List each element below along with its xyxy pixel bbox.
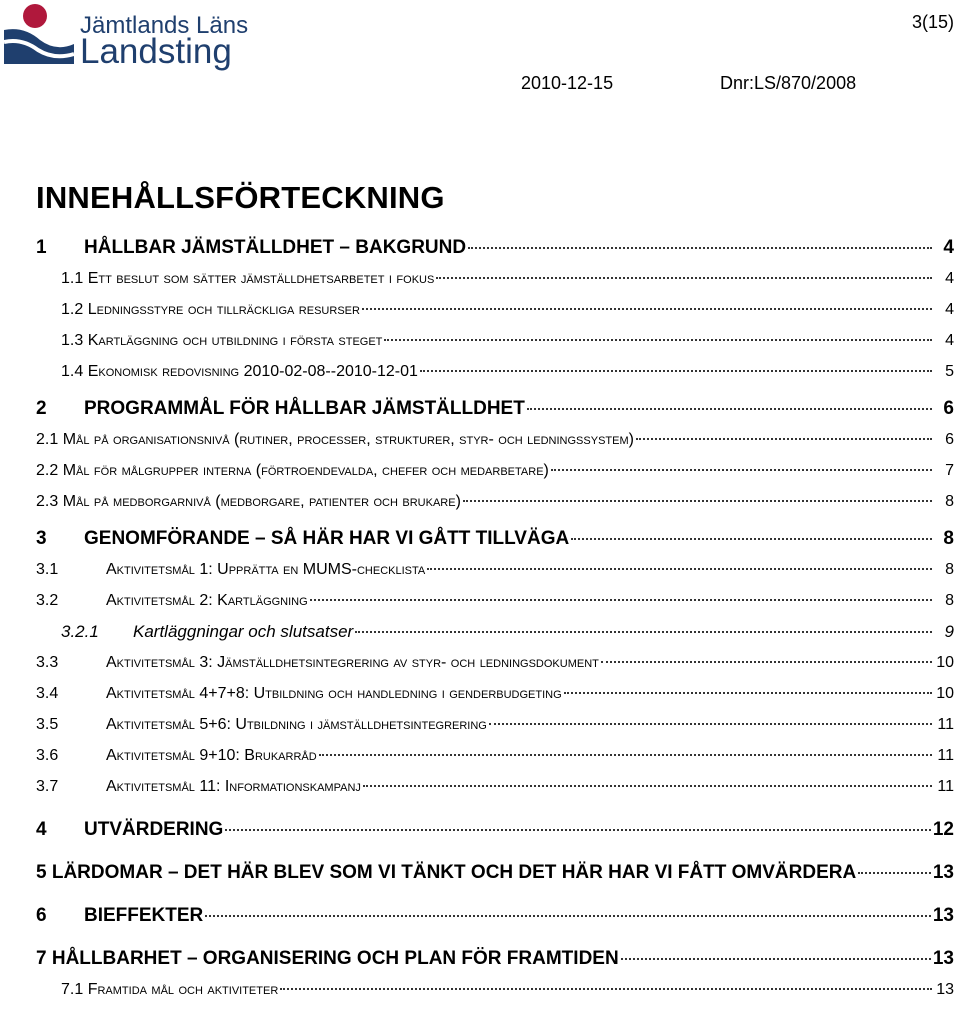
toc-title: INNEHÅLLSFÖRTECKNING <box>36 180 445 215</box>
toc-entry-page: 6 <box>943 398 954 419</box>
toc-entry-number: 7.1 <box>61 981 84 998</box>
dot-leader <box>319 754 932 756</box>
toc-entry-page: 4 <box>943 237 954 258</box>
toc-entry-1-1[interactable] <box>36 263 954 294</box>
toc-entry-number: 1.1 <box>61 270 84 287</box>
toc-entry-number: 1.4 <box>61 363 84 380</box>
toc-entry-3[interactable] <box>36 523 954 554</box>
toc-entry-4[interactable] <box>36 814 954 845</box>
toc-entry-page: 4 <box>945 332 954 349</box>
toc-entry-page: 9 <box>944 622 954 641</box>
toc-entry-2-3[interactable] <box>36 486 954 517</box>
toc-entry-number: 2 <box>36 398 47 419</box>
toc-entry-6[interactable] <box>36 900 954 931</box>
toc-entry-3-5[interactable] <box>36 709 954 740</box>
toc-entry-page: 11 <box>937 747 954 764</box>
toc-entry-number: 2.2 <box>36 462 59 479</box>
toc-entry-2-1[interactable] <box>36 424 954 455</box>
toc-entry-number: 4 <box>36 819 47 840</box>
toc-entry-title: Ett beslut som sätter jämställdhetsarbetet i fokus <box>87 270 435 287</box>
toc-entry-page: 13 <box>932 905 954 926</box>
toc-entry-page: 5 <box>945 363 954 380</box>
toc-entry-5[interactable] <box>36 857 954 888</box>
dot-leader <box>310 599 932 601</box>
toc-entry-title: Aktivitetsmål 2: Kartläggning <box>106 592 308 609</box>
dot-leader <box>384 339 932 341</box>
toc-entry-title: HÅLLBAR JÄMSTÄLLDHET – BAKGRUND <box>84 237 467 258</box>
toc-entry-page: 13 <box>936 981 954 998</box>
toc-entry-3-1[interactable] <box>36 554 954 585</box>
dot-leader <box>427 568 932 570</box>
toc-entry-page: 10 <box>936 685 954 702</box>
dot-leader <box>463 500 932 502</box>
toc-entry-title: Framtida mål och aktiviteter <box>87 981 279 998</box>
toc-entry-number: 3.3 <box>36 654 59 671</box>
toc-entry-title: Kartläggningar och slutsatser <box>133 622 354 641</box>
toc-entry-number: 6 <box>36 905 47 926</box>
dot-leader <box>621 958 931 960</box>
dot-leader <box>564 692 932 694</box>
toc-entry-page: 8 <box>945 493 954 510</box>
toc-entry-number: 2.1 <box>36 431 59 448</box>
toc-entry-page: 13 <box>932 862 954 883</box>
landsting-emblem-icon <box>4 2 80 72</box>
toc-entry-title: Kartläggning och utbildning i första steget <box>87 332 383 349</box>
toc-entry-title: Aktivitetsmål 3: Jämställdhetsintegrering av styr- och ledningsdokument <box>106 654 599 671</box>
toc-entry-title: Aktivitetsmål 9+10: Brukarråd <box>106 747 317 764</box>
toc-entry-2[interactable] <box>36 393 954 424</box>
dot-leader <box>601 661 932 663</box>
toc-entry-page: 12 <box>932 819 954 840</box>
toc-entry-page: 8 <box>945 592 954 609</box>
toc-entry-1-4[interactable] <box>36 356 954 387</box>
toc-entry-number: 2.3 <box>36 493 59 510</box>
dot-leader <box>527 408 932 410</box>
toc-entry-3-3[interactable] <box>36 647 954 678</box>
toc-entry-page: 13 <box>932 948 954 969</box>
toc-entry-1-2[interactable] <box>36 294 954 325</box>
dot-leader <box>551 469 932 471</box>
toc-entry-page: 4 <box>945 270 954 287</box>
toc-entry-title: Aktivitetsmål 5+6: Utbildning i jämställdhetsintegrering <box>106 716 487 733</box>
toc-entry-3-2-1[interactable] <box>36 616 954 647</box>
logo-line-1: Jämtlands Läns <box>80 12 249 39</box>
toc-entry-number: 3.2.1 <box>61 622 99 641</box>
toc-entry-page: 8 <box>945 561 954 578</box>
document-date: 2010-12-15 <box>521 73 614 93</box>
dot-leader <box>858 872 931 874</box>
toc-entry-page: 11 <box>937 778 954 795</box>
toc-entry-title: Aktivitetsmål 1: Upprätta en MUMS-checklista <box>106 561 426 578</box>
dot-leader <box>420 370 932 372</box>
toc-entry-title: Mål för målgrupper interna (förtroendevalda, chefer och medarbetare) <box>62 462 549 479</box>
toc-entry-page: 10 <box>936 654 954 671</box>
dot-leader <box>362 308 932 310</box>
toc-entry-title: Aktivitetsmål 11: Informationskampanj <box>106 778 361 795</box>
toc-entry-number: 3.6 <box>36 747 59 764</box>
toc-entry-3-6[interactable] <box>36 740 954 771</box>
toc-entry-number: 7 <box>36 948 47 969</box>
toc-entry-2-2[interactable] <box>36 455 954 486</box>
toc-entry-number: 3 <box>36 528 47 549</box>
dot-leader <box>468 247 932 249</box>
dot-leader <box>571 538 932 540</box>
logo <box>4 2 249 74</box>
toc-entry-page: 7 <box>945 462 954 479</box>
toc-entry-title: Ekonomisk redovisning 2010-02-08--2010-12-01 <box>87 363 418 380</box>
toc-entry-number: 3.5 <box>36 716 59 733</box>
toc-entry-number: 3.7 <box>36 778 59 795</box>
dot-leader <box>280 988 932 990</box>
toc-entry-page: 4 <box>945 301 954 318</box>
toc-entry-title: Aktivitetsmål 4+7+8: Utbildning och handledning i genderbudgeting <box>106 685 562 702</box>
dot-leader <box>636 438 932 440</box>
toc-entry-7-1[interactable] <box>36 974 954 1005</box>
toc-entry-title: LÄRDOMAR – DET HÄR BLEV SOM VI TÄNKT OCH DET HÄR HAR VI FÅTT OMVÄRDERA <box>51 862 857 883</box>
dot-leader <box>436 277 932 279</box>
toc-entry-number: 3.4 <box>36 685 59 702</box>
dot-leader <box>489 723 932 725</box>
toc-entry-number: 1 <box>36 237 47 258</box>
toc-entry-page: 11 <box>937 716 954 733</box>
toc-entry-title: HÅLLBARHET – ORGANISERING OCH PLAN FÖR FRAMTIDEN <box>51 948 619 969</box>
toc-entry-1-3[interactable] <box>36 325 954 356</box>
table-of-contents <box>36 232 954 1005</box>
toc-entry-title: UTVÄRDERING <box>84 819 224 840</box>
dot-leader <box>355 631 932 633</box>
dot-leader <box>225 829 931 831</box>
toc-entry-number: 3.1 <box>36 561 59 578</box>
toc-entry-title: Mål på medborgarnivå (medborgare, patienter och brukare) <box>62 493 461 510</box>
toc-entry-page: 8 <box>943 528 954 549</box>
toc-entry-number: 3.2 <box>36 592 59 609</box>
logo-line-2: Landsting <box>80 32 232 71</box>
toc-entry-7[interactable] <box>36 943 954 974</box>
toc-entry-title: GENOMFÖRANDE – SÅ HÄR HAR VI GÅTT TILLVÄGA <box>84 528 570 549</box>
toc-entry-3-7[interactable] <box>36 771 954 802</box>
toc-entry-1[interactable] <box>36 232 954 263</box>
toc-entry-title: Mål på organisationsnivå (rutiner, processer, strukturer, styr- och ledningssystem) <box>62 431 634 448</box>
toc-entry-title: PROGRAMMÅL FÖR HÅLLBAR JÄMSTÄLLDHET <box>84 398 525 419</box>
toc-entry-number: 1.2 <box>61 301 84 318</box>
toc-entry-number: 5 <box>36 862 47 883</box>
toc-entry-3-4[interactable] <box>36 678 954 709</box>
document-reference: Dnr:LS/870/2008 <box>720 73 857 93</box>
toc-entry-title: BIEFFEKTER <box>84 905 204 926</box>
page-number: 3(15) <box>911 12 954 32</box>
toc-entry-3-2[interactable] <box>36 585 954 616</box>
toc-entry-title: Ledningsstyre och tillräckliga resurser <box>87 301 360 318</box>
dot-leader <box>363 785 932 787</box>
toc-entry-page: 6 <box>945 431 954 448</box>
toc-entry-number: 1.3 <box>61 332 84 349</box>
dot-leader <box>205 915 931 917</box>
